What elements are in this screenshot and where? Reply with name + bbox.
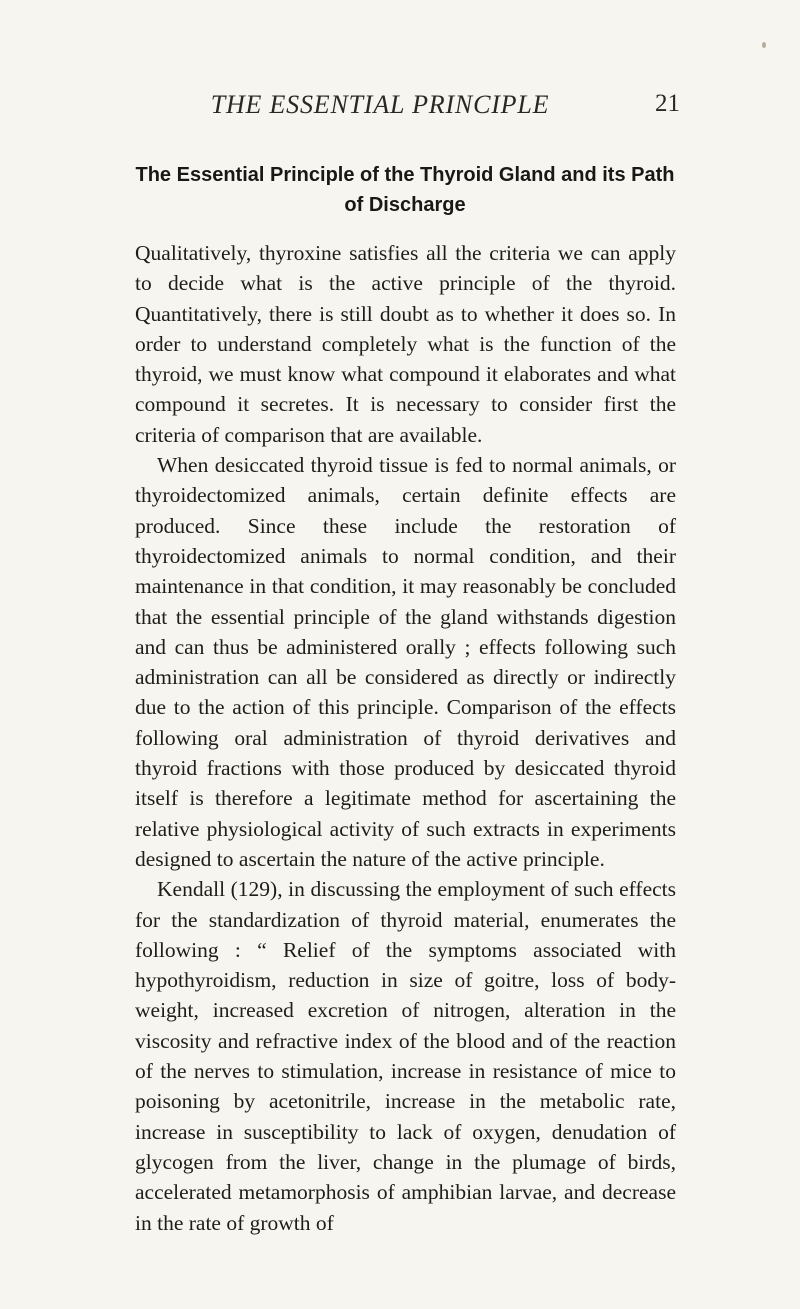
paper-speck <box>762 42 766 48</box>
page-number: 21 <box>655 90 680 117</box>
paragraph-2: When desiccated thyroid tissue is fed to normal animals, or thyroidectomized animals, certain definite effects are produced. Since these include the restoration of thyroidectomized animals to normal condition, and their maintenance in that condition, it may reasonably be concluded that the essential principle of the gland withstands digestion and can thus be administered orally ; effects following such administration can all be considered as directly or indirectly due to the action of this principle. Comparison of the effects following oral administration of thyroid derivatives and thyroid fractions with those produced by desiccated thyroid itself is therefore a legitimate method for ascertaining the relative physiological activity of such extracts in experiments designed to ascertain the nature of the active principle. <box>135 453 676 871</box>
paragraph-3: Kendall (129), in discussing the employment of such effects for the standardization of thyroid material, enumerates the following : “ Relief of the symptoms associated with hypothyroidism, reduction in size of goitre, loss of body-weight, increased excretion of nitrogen, alteration in the viscosity and refractive index of the blood and of the reaction of the nerves to stimulation, increase in resistance of mice to poisoning by acetonitrile, increase in the metabolic rate, increase in susceptibility to lack of oxygen, denudation of glycogen from the liver, change in the plumage of birds, accelerated metamorphosis of amphibian larvae, and decrease in the rate of growth of <box>135 877 676 1235</box>
running-title: THE ESSENTIAL PRINCIPLE <box>210 90 550 119</box>
body-text <box>135 238 676 1238</box>
section-heading: The Essential Principle of the Thyroid Gland and its Path of Discharge <box>135 164 675 216</box>
paragraph-1: Qualitatively, thyroxine satisfies all the criteria we can apply to decide what is the active principle of the thyroid. Quantitatively, there is still doubt as to whether it does so. In order to understand completely what is the function of the thyroid, we must know what compound it elaborates and what compound it secretes. It is necessary to consider first the criteria of comparison that are available. <box>135 241 676 447</box>
running-head <box>140 90 680 130</box>
